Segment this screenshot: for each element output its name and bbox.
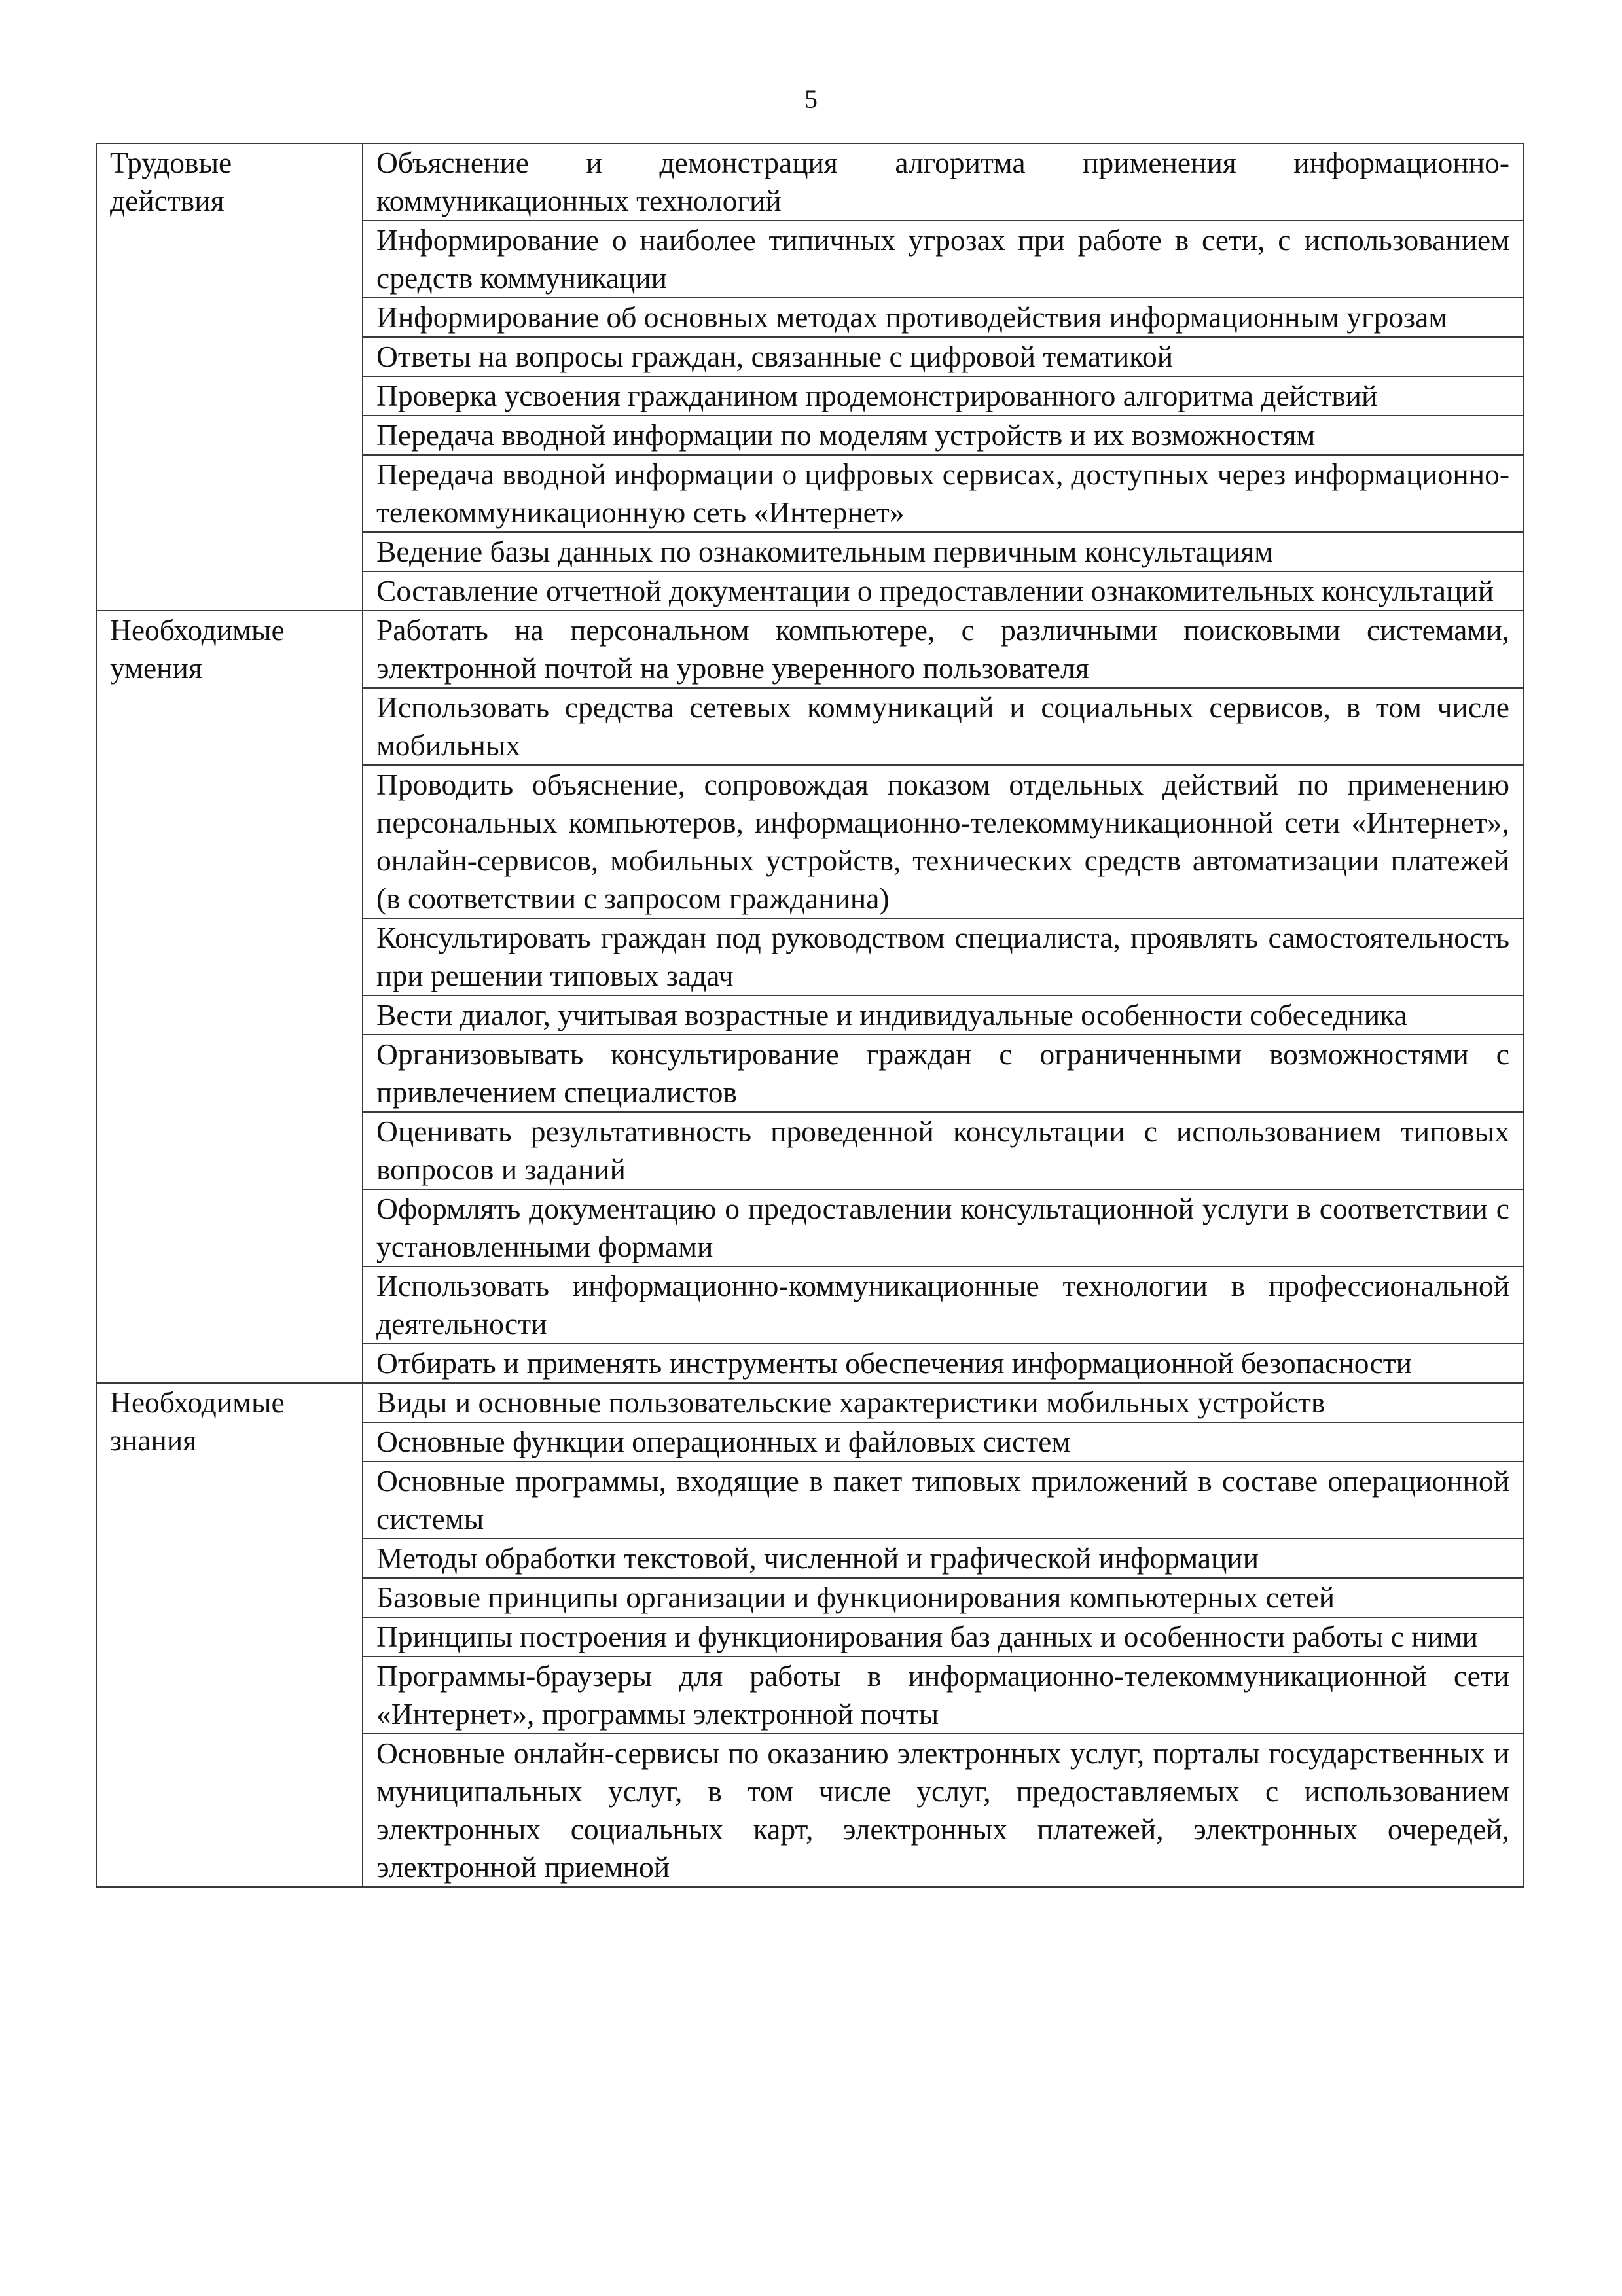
requirement-item: Объяснение и демонстрация алгоритма применения информационно-коммуникационных технологий bbox=[363, 143, 1523, 221]
requirement-item: Принципы построения и функционирования баз данных и особенности работы с ними bbox=[363, 1617, 1523, 1657]
requirement-item: Отбирать и применять инструменты обеспечения информационной безопасности bbox=[363, 1344, 1523, 1383]
requirement-item: Базовые принципы организации и функционирования компьютерных сетей bbox=[363, 1578, 1523, 1617]
requirement-item: Ведение базы данных по ознакомительным первичным консультациям bbox=[363, 532, 1523, 571]
requirement-item: Работать на персональном компьютере, с различными поисковыми системами, электронной почтой на уровне уверенного пользователя bbox=[363, 611, 1523, 688]
requirement-item: Основные программы, входящие в пакет типовых приложений в составе операционной системы bbox=[363, 1462, 1523, 1539]
requirement-item: Ответы на вопросы граждан, связанные с цифровой тематикой bbox=[363, 337, 1523, 376]
requirement-item: Консультировать граждан под руководством специалиста, проявлять самостоятельность при решении типовых задач bbox=[363, 918, 1523, 996]
requirement-item: Методы обработки текстовой, численной и графической информации bbox=[363, 1539, 1523, 1578]
section-label: Необходимые умения bbox=[96, 611, 363, 1383]
section-label: Необходимые знания bbox=[96, 1383, 363, 1887]
table-row bbox=[96, 611, 1523, 688]
table-row bbox=[96, 143, 1523, 221]
requirement-item: Передача вводной информации по моделям устройств и их возможностям bbox=[363, 416, 1523, 455]
requirement-item: Информирование об основных методах противодействия информационным угрозам bbox=[363, 298, 1523, 337]
requirement-item: Информирование о наиболее типичных угрозах при работе в сети, с использованием средств коммуникации bbox=[363, 221, 1523, 298]
requirement-item: Использовать информационно-коммуникационные технологии в профессиональной деятельности bbox=[363, 1266, 1523, 1344]
section-label: Трудовые действия bbox=[96, 143, 363, 611]
requirement-item: Вести диалог, учитывая возрастные и индивидуальные особенности собеседника bbox=[363, 996, 1523, 1035]
table-row bbox=[96, 1383, 1523, 1422]
requirement-item: Проверка усвоения гражданином продемонстрированного алгоритма действий bbox=[363, 376, 1523, 416]
requirement-item: Оценивать результативность проведенной консультации с использованием типовых вопросов и заданий bbox=[363, 1112, 1523, 1189]
requirements-table bbox=[96, 143, 1524, 1888]
requirement-item: Виды и основные пользовательские характеристики мобильных устройств bbox=[363, 1383, 1523, 1422]
requirement-item: Оформлять документацию о предоставлении консультационной услуги в соответствии с установленными формами bbox=[363, 1189, 1523, 1266]
requirement-item: Использовать средства сетевых коммуникаций и социальных сервисов, в том числе мобильных bbox=[363, 688, 1523, 765]
requirements-table-body bbox=[96, 143, 1523, 1887]
requirement-item: Передача вводной информации о цифровых сервисах, доступных через информационно-телекоммуникационную сеть «Интернет» bbox=[363, 455, 1523, 532]
requirement-item: Программы-браузеры для работы в информационно-телекоммуникационной сети «Интернет», программы электронной почты bbox=[363, 1657, 1523, 1734]
requirement-item: Организовывать консультирование граждан с ограниченными возможностями с привлечением специалистов bbox=[363, 1035, 1523, 1112]
requirement-item: Проводить объяснение, сопровождая показом отдельных действий по применению персональных компьютеров, информационно-телекоммуникационной сети «Интернет», онлайн-сервисов, мобильных устройств, технических средств автоматизации платежей (в соответствии с запросом гражданина) bbox=[363, 765, 1523, 918]
page-number: 5 bbox=[804, 84, 818, 114]
requirement-item: Основные функции операционных и файловых систем bbox=[363, 1422, 1523, 1462]
requirement-item: Основные онлайн-сервисы по оказанию электронных услуг, порталы государственных и муниципальных услуг, в том числе услуг, предоставляемых с использованием электронных социальных карт, электронных платежей, электронных очередей, электронной приемной bbox=[363, 1734, 1523, 1887]
requirement-item: Составление отчетной документации о предоставлении ознакомительных консультаций bbox=[363, 571, 1523, 611]
